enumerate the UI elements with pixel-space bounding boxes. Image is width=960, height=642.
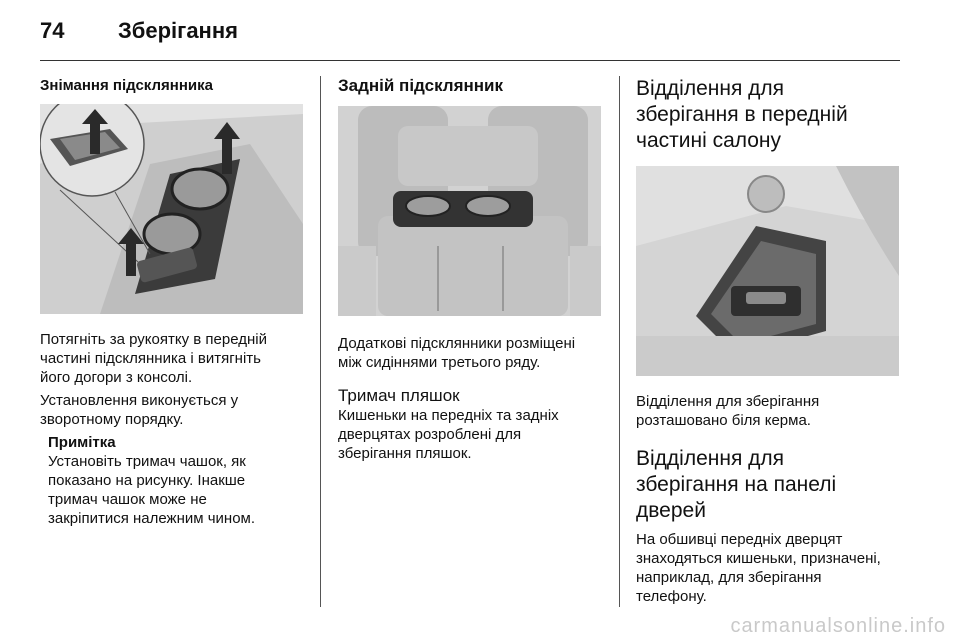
note-line: показано на рисунку. Інакше	[48, 472, 246, 489]
column-divider-1	[320, 76, 321, 607]
watermark: carmanualsonline.info	[730, 615, 946, 637]
header-rule	[40, 60, 900, 61]
door-storage-line: наприклад, для зберігання	[636, 569, 822, 586]
page-header	[40, 18, 900, 48]
heading-line: зберігання на панелі	[636, 473, 837, 496]
heading-line: частині салону	[636, 129, 782, 152]
section-heading-cupholder-removal: Знімання підсклянника	[40, 77, 213, 94]
note-line: тримач чашок може не	[48, 491, 207, 508]
section-heading-rear-cupholder: Задній підсклянник	[338, 76, 504, 95]
door-storage-line: На обшивці передніх дверцят	[636, 531, 843, 548]
section-heading-bottle-holder: Тримач пляшок	[338, 386, 460, 405]
heading-line: зберігання в передній	[636, 103, 848, 126]
bottle-holder-line: зберігання пляшок.	[338, 445, 472, 462]
cupholder-removal-illustration	[40, 104, 303, 314]
caption-line: між сидіннями третього ряду.	[338, 354, 541, 371]
column-1	[40, 76, 305, 528]
caption-line: розташовано біля керма.	[636, 412, 811, 429]
caption-line: Додаткові підсклянники розміщені	[338, 335, 576, 352]
rear-cupholder-illustration	[338, 106, 601, 316]
door-storage-line: знаходяться кишеньки, призначені,	[636, 550, 881, 567]
installation-line: зворотному порядку.	[40, 411, 184, 428]
heading-line: Відділення для	[636, 77, 785, 100]
door-storage-line: телефону.	[636, 588, 707, 605]
note-block	[40, 433, 305, 528]
note-line: Установіть тримач чашок, як	[48, 453, 246, 470]
bottle-holder-line: Кишеньки на передніх та задніх	[338, 407, 559, 424]
page-title: Зберігання	[118, 18, 238, 43]
section-heading-front-storage	[636, 76, 901, 154]
instruction-line: Потягніть за рукоятку в передній	[40, 331, 267, 348]
caption-line: Відділення для зберігання	[636, 393, 820, 410]
column-3	[636, 76, 901, 606]
note-title: Примітка	[48, 434, 116, 451]
instruction-line: його догори з консолі.	[40, 369, 193, 386]
column-2	[338, 76, 603, 463]
column-divider-2	[619, 76, 620, 607]
heading-line: дверей	[636, 499, 706, 522]
heading-line: Відділення для	[636, 447, 785, 470]
bottle-holder-line: дверцятах розроблені для	[338, 426, 522, 443]
installation-line: Установлення виконується у	[40, 392, 239, 409]
note-line: закріпитися належним чином.	[48, 510, 256, 527]
instruction-line: частині підсклянника і витягніть	[40, 350, 261, 367]
front-storage-illustration	[636, 166, 899, 376]
page-number: 74	[40, 18, 65, 43]
section-heading-door-storage	[636, 446, 901, 524]
